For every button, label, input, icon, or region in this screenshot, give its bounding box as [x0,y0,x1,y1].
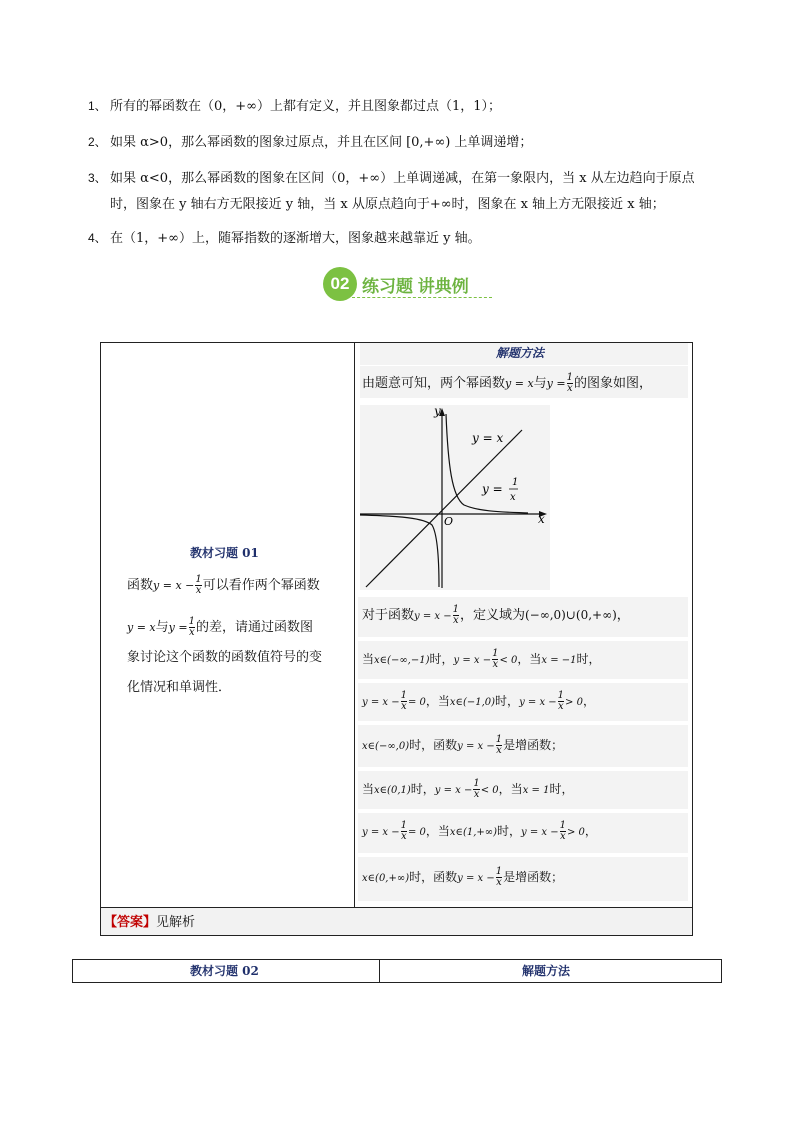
x-axis-label: x [538,512,545,526]
point-expression: x = −1 [541,655,577,666]
method-intro [362,372,652,394]
property-4 [88,229,481,248]
method-text: 是增函数； [503,870,564,884]
exercise-line-4: 化情况和单调性． [127,680,232,695]
answer-text: 见解析 [156,915,196,930]
exercise-text: 与 [155,620,169,635]
method-text: 当 [362,782,375,796]
exercise-line-1 [127,575,320,596]
section-title: 练习题 讲典例 [362,277,469,296]
section-underline [352,297,492,298]
method-step-7 [362,867,563,888]
curve-label-line: y = x [472,431,504,445]
point-expression: x = 1 [522,785,550,796]
property-number: 4、 [88,231,107,245]
property-1 [88,97,501,116]
table-column-divider [354,342,355,908]
exercise-title: 教材习题 01 [190,546,259,560]
origin-label: O [444,515,454,528]
domain-expression: (−∞,0)∪(0,+∞) [525,608,617,622]
method-text: 与 [533,376,547,391]
fraction: $\frac{1}{x}$ [473,778,480,800]
method-text: ，当 [425,824,450,838]
method-text: 时， [410,782,435,796]
fraction: $\frac{1}{x}$ [566,372,573,394]
method-text: ， [616,608,630,623]
fraction: $\frac{1}{x}$ [400,820,407,842]
answer-tag: 【答案】 [104,915,157,930]
property-number: 2、 [88,135,107,149]
method-step-3 [362,691,595,712]
function-expression: y = x [505,377,534,390]
method-text: ， [582,694,595,708]
method-text: 对于函数 [362,608,415,623]
property-text: 所有的幂函数在（0，+∞）上都有定义，并且图象都过点（1，1）； [110,99,502,114]
graph-fraction-denominator: x [510,492,516,503]
inequality: < 0 [499,655,518,666]
method-text: 时， [495,694,520,708]
function-expression: y = x [127,621,156,634]
method-text: 时， [576,652,601,666]
exercise-text: 可以看作两个幂函数 [202,578,320,593]
method-text: 时， [429,652,454,666]
interval-expression: x∈(1,+∞) [449,827,498,838]
fraction: $\frac{1}{x}$ [452,604,459,626]
method-text: ，当 [517,652,542,666]
y-axis-label: y [434,405,441,418]
answer-row [104,911,195,930]
property-number: 3、 [88,171,107,185]
method-text: ，定义域为 [459,608,525,623]
method-step-6 [362,821,597,842]
method-text: ，当 [425,694,450,708]
fraction: $\frac{1}{x}$ [188,616,195,638]
function-expression: y = [168,621,188,634]
property-text-continued: 时，图象在 y 轴右方无限接近 y 轴，当 x 从原点趋向于+∞时，图象在 x 轴上方无限接近 x 轴； [110,197,665,212]
method-step-2 [362,649,601,670]
function-expression: y = x − [519,697,557,708]
curve-label-hyperbola: y = [482,482,503,496]
method-step-1 [362,604,630,626]
interval-expression: x∈(−∞,−1) [374,655,430,666]
exercise-line-3: 象讨论这个函数的函数值符号的变 [127,650,323,665]
fraction: $\frac{1}{x}$ [400,690,407,712]
interval-expression: x∈(−∞,0) [362,741,410,752]
function-expression: y = x − [362,827,400,838]
interval-expression: x∈(−1,0) [449,697,496,708]
function-expression: y = [546,377,566,390]
function-expression: y = x − [457,741,495,752]
function-expression: y = x − [434,785,473,796]
interval-expression: x∈(0,1) [374,785,411,796]
method-text: 的图象如图， [573,376,652,391]
function-expression: y = x − [457,873,495,884]
method-step-5 [362,779,573,800]
fraction: $\frac{1}{x}$ [559,820,566,842]
fraction: $\frac{1}{x}$ [557,690,565,712]
method-text: 由题意可知，两个幂函数 [362,376,506,391]
equation: = 0 [407,827,426,838]
table-row-divider [100,907,693,908]
method-text: ，当 [498,782,523,796]
method-text: ， [584,824,597,838]
property-2 [88,133,532,152]
exercise2-title: 教材习题 02 [190,964,259,978]
fraction: $\frac{1}{x}$ [495,734,503,756]
exercise-table-2 [72,959,722,983]
method-text: 时， [497,824,522,838]
method-text: 时，函数 [409,870,458,884]
interval-expression: [0,+∞) [406,135,451,150]
table2-column-divider [379,959,380,983]
function-expression: y = x − [521,827,559,838]
property-text: 如果 α>0，那么幂函数的图象过原点，并且在区间 [110,135,403,150]
section-badge: 02 [323,267,357,301]
inequality: < 0 [480,785,499,796]
function-expression: y = x − [453,655,492,666]
method-text: 当 [362,652,375,666]
property-text: 如果 α<0，那么幂函数的图象在区间（0，+∞）上单调递减，在第一象限内，当 x 从左边趋向于原点 [110,171,695,186]
property-number: 1、 [88,99,107,113]
method-text: 时，函数 [409,738,458,752]
method2-title: 解题方法 [522,964,571,978]
fraction: $\frac{1}{x}$ [495,866,503,888]
property-3-cont [110,196,665,214]
graph-fraction-numerator: 1 [512,477,519,488]
method-step-4 [362,735,563,756]
function-expression: y = x − [414,611,452,622]
interval-expression: x∈(0,+∞) [362,873,410,884]
equation: = 0 [407,697,426,708]
inequality: > 0 [565,697,583,708]
method-text: 是增函数； [503,738,564,752]
inequality: > 0 [567,827,585,838]
exercise-line-2 [127,617,313,638]
exercise-text: 的差，请通过函数图 [195,620,313,635]
exercise-text: 函数 [127,578,154,593]
fraction: $\frac{1}{x}$ [195,574,202,596]
method-text: 时， [549,782,574,796]
method-title: 解题方法 [496,346,545,360]
function-expression: y = x − [362,697,400,708]
property-text: 在（1，+∞）上，随幂指数的逐渐增大，图象越来越靠近 y 轴。 [110,231,481,246]
property-3 [88,169,695,188]
function-expression: y = x − [153,579,195,592]
function-graph [360,405,550,590]
fraction: $\frac{1}{x}$ [492,648,499,670]
property-text-end: 上单调递增； [454,135,533,150]
